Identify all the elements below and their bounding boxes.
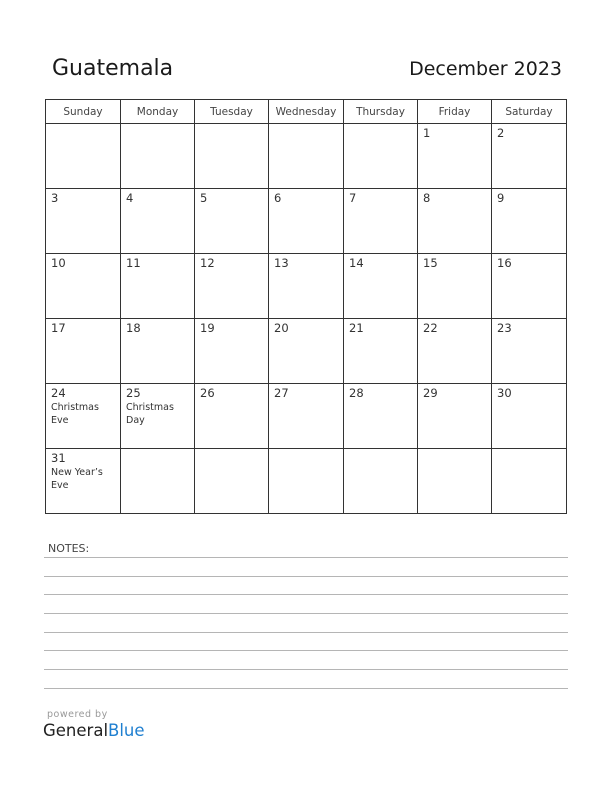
brand-general: General xyxy=(43,721,109,740)
day-cell xyxy=(121,449,195,514)
day-cell xyxy=(121,384,195,449)
day-cell xyxy=(46,384,121,449)
day-number xyxy=(121,124,194,127)
day-cell xyxy=(195,124,269,189)
day-number: 28 xyxy=(349,386,364,400)
day-number: 12 xyxy=(200,256,215,270)
weekday-header-row xyxy=(46,100,567,124)
day-number: 2 xyxy=(497,126,505,140)
day-cell xyxy=(46,449,121,514)
day-cell xyxy=(418,189,492,254)
day-number xyxy=(46,124,120,127)
note-line xyxy=(44,576,568,577)
calendar-grid xyxy=(45,99,567,514)
day-number: 19 xyxy=(200,321,215,335)
day-number: 22 xyxy=(423,321,438,335)
brand-logo xyxy=(43,721,145,740)
day-number xyxy=(269,124,343,127)
day-cell xyxy=(418,254,492,319)
holiday-label: Christmas Eve xyxy=(51,402,99,426)
day-cell xyxy=(418,319,492,384)
day-number: 13 xyxy=(274,256,289,270)
day-cell xyxy=(418,449,492,514)
day-number: 17 xyxy=(51,321,66,335)
weekday-tuesday: Tuesday xyxy=(195,100,269,124)
day-number: 21 xyxy=(349,321,364,335)
day-cell xyxy=(121,189,195,254)
day-cell xyxy=(418,124,492,189)
day-cell xyxy=(492,254,567,319)
day-cell xyxy=(195,449,269,514)
day-cell xyxy=(121,124,195,189)
day-number xyxy=(121,449,194,452)
week-row xyxy=(46,189,567,254)
day-number: 30 xyxy=(497,386,512,400)
weekday-saturday: Saturday xyxy=(492,100,567,124)
day-cell xyxy=(269,189,344,254)
note-line xyxy=(44,650,568,651)
week-row xyxy=(46,124,567,189)
day-cell xyxy=(195,254,269,319)
note-line xyxy=(44,557,568,558)
day-cell xyxy=(46,189,121,254)
brand-blue: Blue xyxy=(108,721,145,740)
day-number: 5 xyxy=(200,191,208,205)
day-cell xyxy=(269,124,344,189)
calendar-body xyxy=(46,124,567,514)
weekday-friday: Friday xyxy=(418,100,492,124)
note-line xyxy=(44,688,568,689)
day-number: 31 xyxy=(51,451,66,465)
country-title: Guatemala xyxy=(52,56,174,81)
day-cell xyxy=(344,319,418,384)
day-number: 6 xyxy=(274,191,282,205)
note-line xyxy=(44,669,568,670)
day-number: 7 xyxy=(349,191,357,205)
day-number xyxy=(344,124,417,127)
weekday-monday: Monday xyxy=(121,100,195,124)
day-cell xyxy=(46,254,121,319)
day-cell xyxy=(492,384,567,449)
holiday-label: New Year’s Eve xyxy=(51,467,103,491)
day-number xyxy=(269,449,343,452)
day-number: 1 xyxy=(423,126,431,140)
day-number xyxy=(492,449,566,452)
day-cell xyxy=(269,254,344,319)
week-row xyxy=(46,254,567,319)
day-cell xyxy=(121,319,195,384)
day-cell xyxy=(344,254,418,319)
day-cell xyxy=(46,319,121,384)
weekday-thursday: Thursday xyxy=(344,100,418,124)
note-line xyxy=(44,613,568,614)
week-row xyxy=(46,449,567,514)
day-number: 10 xyxy=(51,256,66,270)
day-number: 4 xyxy=(126,191,134,205)
note-line xyxy=(44,632,568,633)
day-number: 8 xyxy=(423,191,431,205)
day-cell xyxy=(492,124,567,189)
day-cell xyxy=(344,384,418,449)
weekday-sunday: Sunday xyxy=(46,100,121,124)
day-number: 3 xyxy=(51,191,59,205)
day-cell xyxy=(121,254,195,319)
week-row xyxy=(46,384,567,449)
day-number: 20 xyxy=(274,321,289,335)
day-number: 9 xyxy=(497,191,505,205)
day-number: 23 xyxy=(497,321,512,335)
powered-by-text: powered by xyxy=(47,709,108,720)
day-cell xyxy=(195,319,269,384)
day-number: 14 xyxy=(349,256,364,270)
day-cell xyxy=(418,384,492,449)
day-cell xyxy=(46,124,121,189)
weekday-wednesday: Wednesday xyxy=(269,100,344,124)
day-cell xyxy=(492,449,567,514)
day-cell xyxy=(269,384,344,449)
day-number: 26 xyxy=(200,386,215,400)
day-number xyxy=(418,449,491,452)
day-cell xyxy=(195,189,269,254)
day-number: 16 xyxy=(497,256,512,270)
day-number: 25 xyxy=(126,386,141,400)
day-number: 24 xyxy=(51,386,66,400)
day-number: 27 xyxy=(274,386,289,400)
day-cell xyxy=(269,319,344,384)
day-cell xyxy=(344,449,418,514)
day-cell xyxy=(269,449,344,514)
day-number: 11 xyxy=(126,256,141,270)
day-cell xyxy=(344,124,418,189)
month-title: December 2023 xyxy=(409,58,562,80)
day-number xyxy=(195,449,268,452)
day-number xyxy=(344,449,417,452)
day-number: 29 xyxy=(423,386,438,400)
day-cell xyxy=(492,319,567,384)
day-cell xyxy=(492,189,567,254)
week-row xyxy=(46,319,567,384)
note-line xyxy=(44,594,568,595)
holiday-label: Christmas Day xyxy=(126,402,174,426)
day-number: 15 xyxy=(423,256,438,270)
day-cell xyxy=(344,189,418,254)
day-number xyxy=(195,124,268,127)
day-number: 18 xyxy=(126,321,141,335)
day-cell xyxy=(195,384,269,449)
notes-label: NOTES: xyxy=(48,542,90,555)
